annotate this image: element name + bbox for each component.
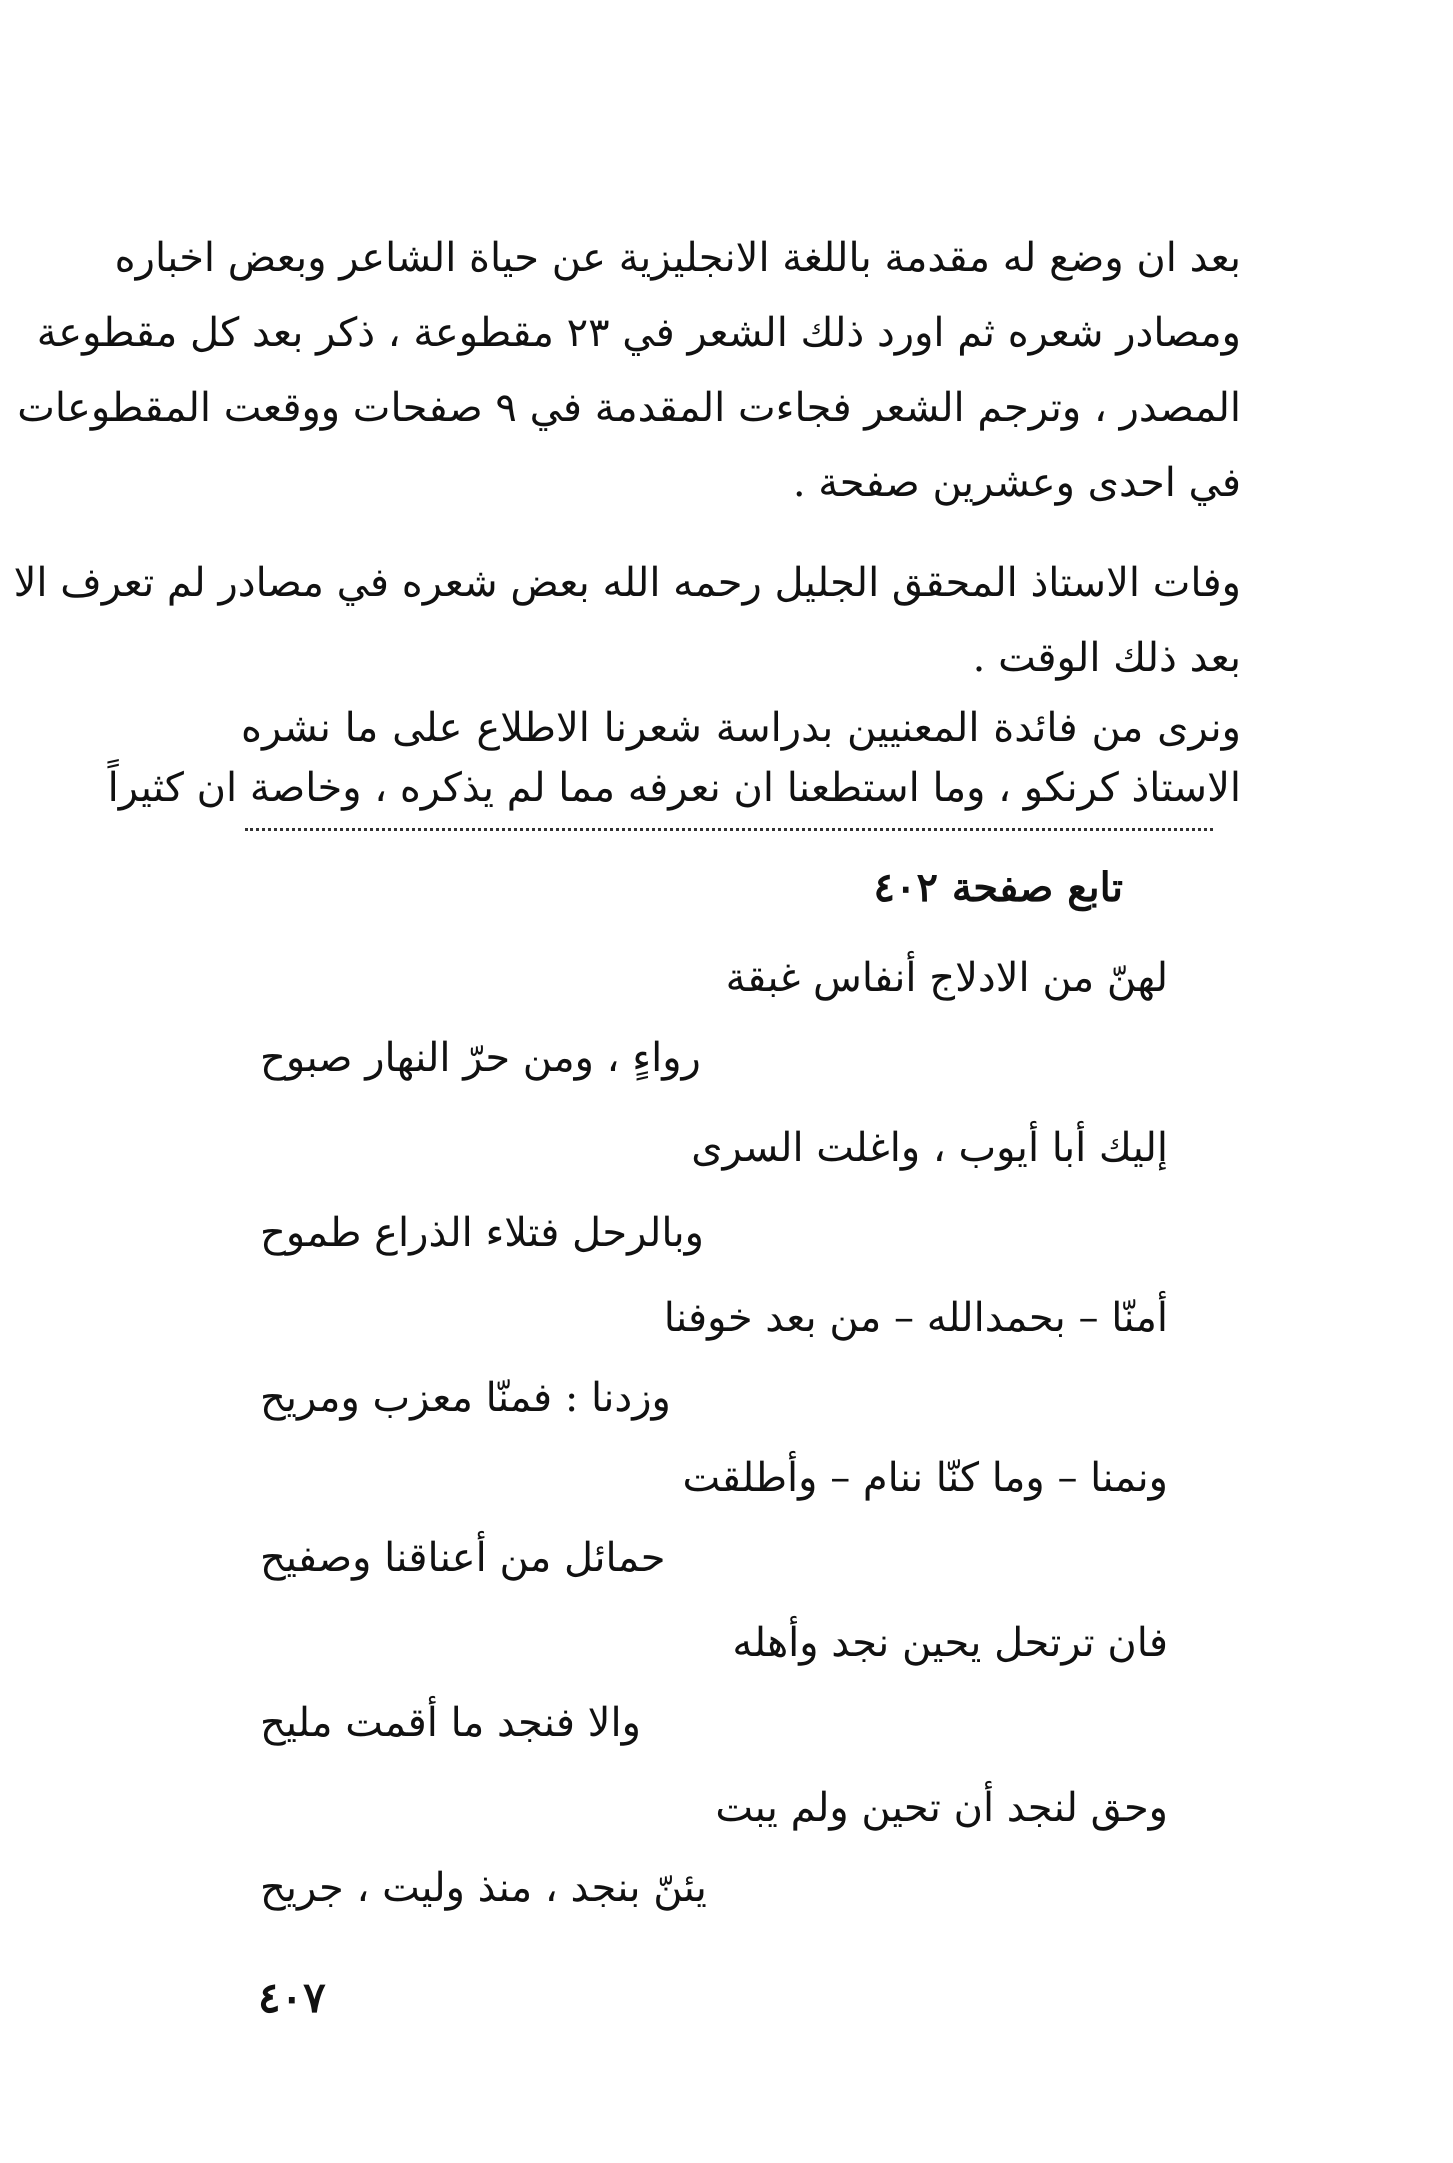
verse-line-11: وحق لنجد أن تحين ولم يبت [715,1785,1168,1831]
prose-line-7: ونرى من فائدة المعنيين بدراسة شعرنا الاطلاع على ما نشره [241,705,1241,751]
verse-line-8: حمائل من أعناقنا وصفيح [260,1535,666,1581]
prose-line-8: الاستاذ كرنكو ، وما استطعنا ان نعرفه مما لم يذكره ، وخاصة ان كثيراً [107,765,1241,811]
prose-line-4: في احدى وعشرين صفحة . [792,460,1241,506]
footnote-divider [245,828,1213,831]
verse-line-2: رواءٍ ، ومن حرّ النهار صبوح [260,1035,701,1081]
verse-line-7: ونمنا – وما كنّا ننام – وأطلقت [682,1455,1168,1501]
verse-line-10: والا فنجد ما أقمت مليح [260,1700,641,1746]
verse-line-1: لهنّ من الادلاج أنفاس غبقة [725,955,1168,1001]
continuation-heading: تابع صفحة ٤٠٢ [873,864,1123,911]
verse-line-3: إليك أبا أيوب ، واغلت السرى [691,1125,1168,1171]
page-number: ٤٠٧ [258,1973,326,2022]
verse-line-5: أمنّا – بحمدالله – من بعد خوفنا [663,1295,1168,1341]
prose-line-2: ومصادر شعره ثم اورد ذلك الشعر في ٢٣ مقطوعة ، ذكر بعد كل مقطوعة [36,310,1241,356]
verse-line-9: فان ترتحل يحين نجد وأهله [732,1620,1168,1666]
verse-line-12: يئنّ بنجد ، منذ وليت ، جريح [260,1865,707,1911]
prose-line-6: بعد ذلك الوقت . [972,635,1241,681]
prose-line-5: وفات الاستاذ المحقق الجليل رحمه الله بعض شعره في مصادر لم تعرف الا [13,560,1241,606]
verse-line-6: وزدنا : فمنّا معزب ومريح [260,1375,671,1421]
prose-line-3: المصدر ، وترجم الشعر فجاءت المقدمة في ٩ صفحات ووقعت المقطوعات [17,385,1241,431]
verse-line-4: وبالرحل فتلاء الذراع طموح [260,1210,704,1256]
prose-line-1: بعد ان وضع له مقدمة باللغة الانجليزية عن حياة الشاعر وبعض اخباره [114,235,1241,281]
